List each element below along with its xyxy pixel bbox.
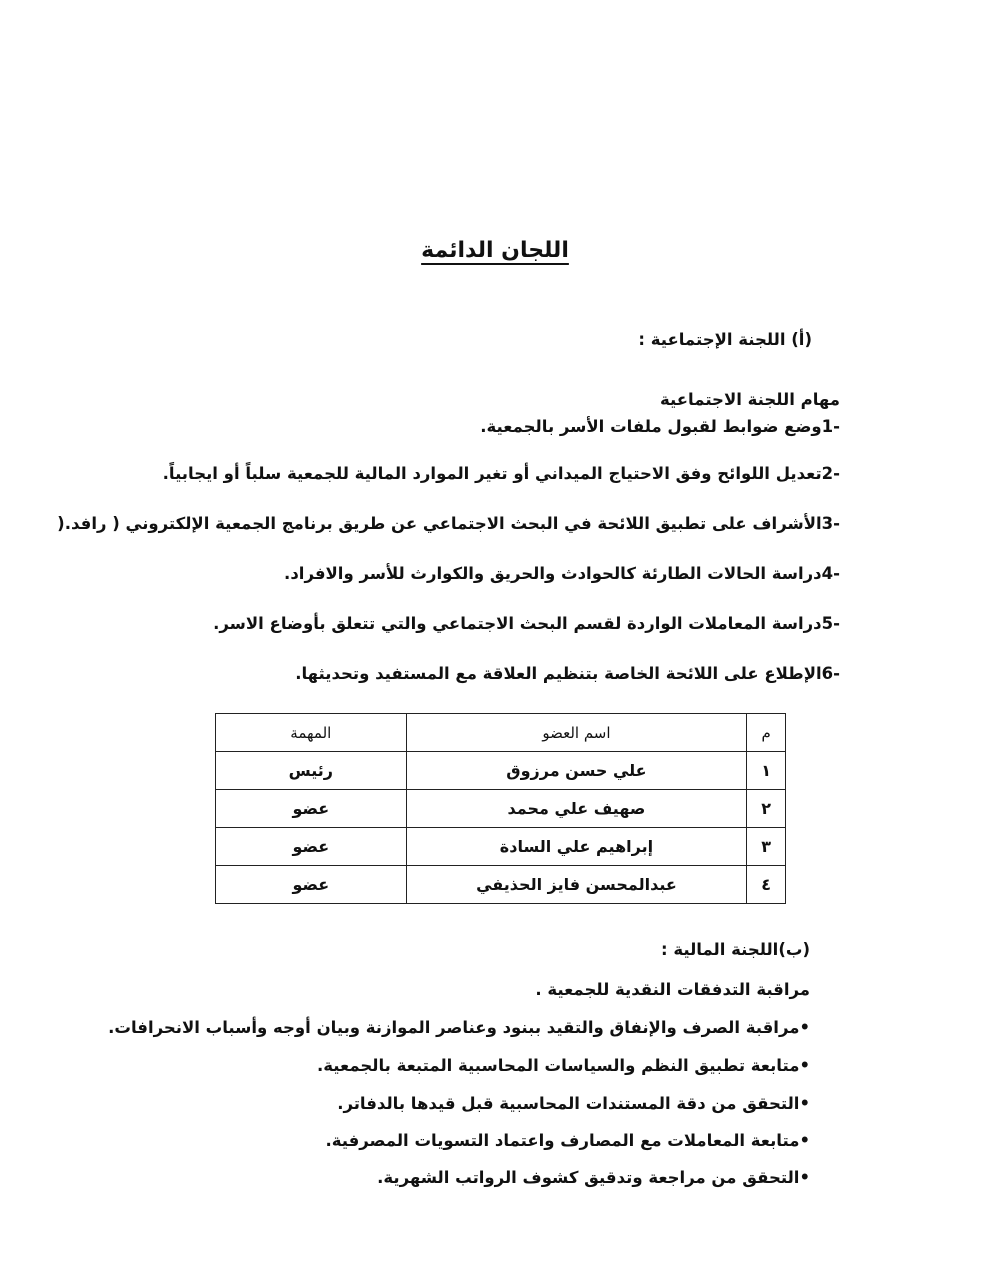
committee-members-table	[215, 713, 786, 904]
table-row	[216, 866, 786, 904]
page-title-text: اللجان الدائمة	[421, 238, 569, 263]
table-cell-role: رئيس	[216, 752, 407, 790]
section-b-heading: (ب)اللجنة المالية :	[660, 940, 810, 959]
finance-task-item: •متابعة المعاملات مع المصارف واعتماد التسويات المصرفية.	[325, 1131, 810, 1150]
table-header-number: م	[747, 714, 786, 752]
table-row	[216, 752, 786, 790]
table-header-name: اسم العضو	[406, 714, 747, 752]
social-task-item: -2تعديل اللوائح وفق الاحتياج الميداني أو تغير الموارد المالية للجمعية سلباً أو ايجابياً.	[162, 464, 840, 483]
section-a-tasks-heading: مهام اللجنة الاجتماعية	[660, 390, 840, 409]
table-cell-number: ١	[747, 752, 786, 790]
table-row	[216, 828, 786, 866]
table-header-role: المهمة	[216, 714, 407, 752]
table-cell-role: عضو	[216, 790, 407, 828]
finance-task-item: •التحقق من مراجعة وتدقيق كشوف الرواتب الشهرية.	[377, 1168, 810, 1187]
social-task-item: -1وضع ضوابط لقبول ملفات الأسر بالجمعية.	[480, 417, 840, 436]
table-row	[216, 790, 786, 828]
table-cell-name: إبراهيم علي السادة	[406, 828, 747, 866]
table-cell-role: عضو	[216, 828, 407, 866]
table-cell-number: ٢	[747, 790, 786, 828]
table-cell-name: صهيف علي محمد	[406, 790, 747, 828]
social-task-item: -4دراسة الحالات الطارئة كالحوادث والحريق والكوارث للأسر والافراد.	[284, 564, 840, 583]
table-cell-number: ٤	[747, 866, 786, 904]
social-task-item: -6الإطلاع على اللائحة الخاصة بتنظيم العلاقة مع المستفيد وتحديثها.	[295, 664, 840, 683]
page-title	[0, 238, 990, 263]
social-task-item: -5دراسة المعاملات الواردة لقسم البحث الاجتماعي والتي تتعلق بأوضاع الاسر.	[213, 614, 840, 633]
table-header-row	[216, 714, 786, 752]
table-cell-name: علي حسن مرزوق	[406, 752, 747, 790]
table-cell-number: ٣	[747, 828, 786, 866]
finance-task-item: •التحقق من دقة المستندات المحاسبية قبل قيدها بالدفاتر.	[337, 1094, 810, 1113]
table-cell-role: عضو	[216, 866, 407, 904]
finance-task-item: •مراقبة الصرف والإنفاق والتقيد ببنود وعناصر الموازنة وبيان أوجه وأسباب الانحرافات.	[108, 1018, 810, 1037]
table-cell-name: عبدالمحسن فايز الحذيفي	[406, 866, 747, 904]
section-b-intro: مراقبة التدفقات النقدية للجمعية .	[535, 980, 810, 999]
finance-task-item: •متابعة تطبيق النظم والسياسات المحاسبية المتبعة بالجمعية.	[317, 1056, 810, 1075]
social-task-item: -3الأشراف على تطبيق اللائحة في البحث الاجتماعي عن طريق برنامج الجمعية الإلكتروني ( رافد.(	[57, 514, 840, 533]
section-a-heading: (أ) اللجنة الإجتماعية :	[638, 330, 812, 349]
